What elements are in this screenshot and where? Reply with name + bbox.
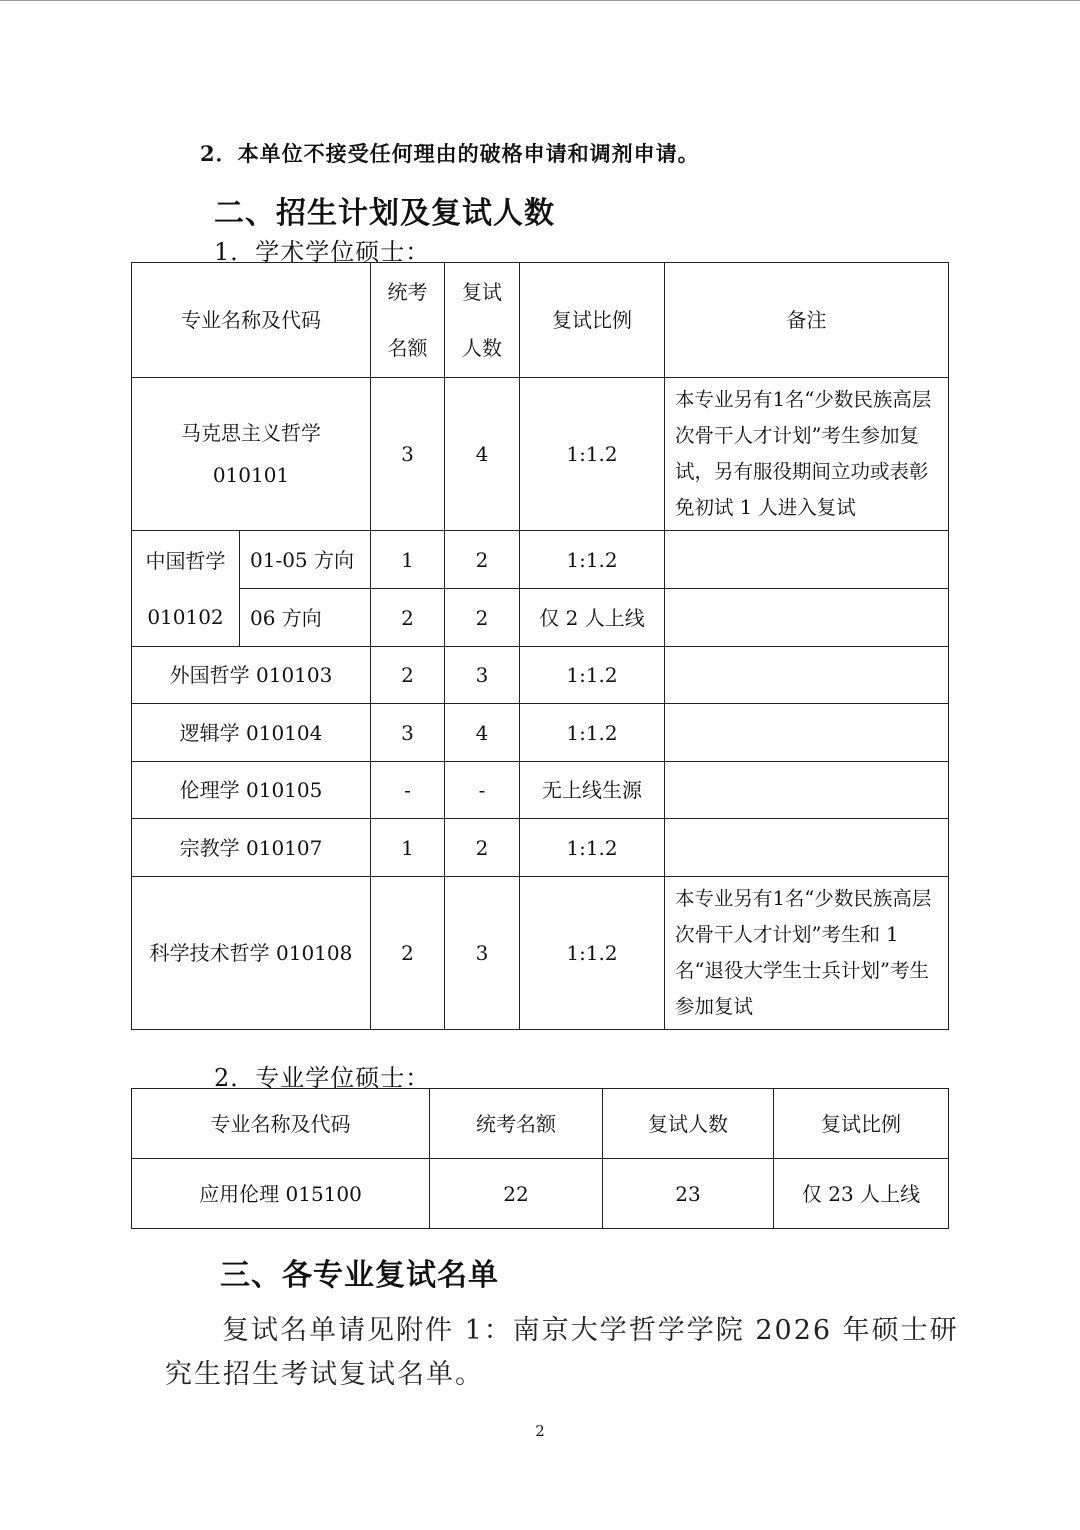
row-ratio: 1:1.2 bbox=[520, 704, 665, 762]
header-row bbox=[132, 263, 949, 378]
row-note bbox=[665, 762, 949, 819]
row-quota: 3 bbox=[371, 704, 445, 762]
marxism-note: 本专业另有1名“少数民族高层次骨干人才计划”考生参加复试，另有服役期间立功或表彰免初试 1 人进入复试 bbox=[665, 378, 949, 531]
pro-header-quota: 统考名额 bbox=[430, 1089, 603, 1159]
chinese-dir1-ratio: 1:1.2 bbox=[520, 531, 665, 589]
header-remarks: 备注 bbox=[665, 263, 949, 378]
scitech-quota: 2 bbox=[371, 877, 445, 1030]
row-quota: 1 bbox=[371, 819, 445, 877]
pro-name: 应用伦理 015100 bbox=[132, 1159, 430, 1229]
row-note bbox=[665, 704, 949, 762]
pro-header-retest: 复试人数 bbox=[603, 1089, 774, 1159]
row-retest: 4 bbox=[445, 704, 520, 762]
header-name: 专业名称及代码 bbox=[132, 263, 371, 378]
row-quota: - bbox=[371, 762, 445, 819]
scitech-name: 科学技术哲学 010108 bbox=[132, 877, 371, 1030]
row-ratio: 1:1.2 bbox=[520, 647, 665, 704]
marxism-ratio: 1:1.2 bbox=[520, 378, 665, 531]
table-row bbox=[132, 704, 949, 762]
chinese-dir1-retest: 2 bbox=[445, 531, 520, 589]
row-retest: 2 bbox=[445, 819, 520, 877]
row-retest: 3 bbox=[445, 647, 520, 704]
chinese-name: 中国哲学 010102 bbox=[132, 531, 240, 647]
pro-quota: 22 bbox=[430, 1159, 603, 1229]
row-retest: - bbox=[445, 762, 520, 819]
marxism-retest: 4 bbox=[445, 378, 520, 531]
header-retest: 复试 人数 bbox=[445, 263, 520, 378]
section-3-text-line1: 复试名单请见附件 1：南京大学哲学学院 2026 年硕士研 bbox=[222, 1315, 959, 1346]
pro-retest: 23 bbox=[603, 1159, 774, 1229]
scitech-retest: 3 bbox=[445, 877, 520, 1030]
chinese-dir2-note bbox=[665, 589, 949, 647]
row-note bbox=[665, 647, 949, 704]
chinese-dir2: 06 方向 bbox=[240, 589, 371, 647]
section-3-heading: 三、各专业复试名单 bbox=[220, 1258, 499, 1293]
scitech-ratio: 1:1.2 bbox=[520, 877, 665, 1030]
table-row bbox=[132, 819, 949, 877]
table-row bbox=[132, 589, 949, 647]
pro-header-ratio: 复试比例 bbox=[774, 1089, 949, 1159]
chinese-dir1-quota: 1 bbox=[371, 531, 445, 589]
table-row bbox=[132, 1159, 949, 1229]
row-ratio: 无上线生源 bbox=[520, 762, 665, 819]
row-name: 逻辑学 010104 bbox=[132, 704, 371, 762]
row-name: 伦理学 010105 bbox=[132, 762, 371, 819]
chinese-dir1-note bbox=[665, 531, 949, 589]
academic-degree-table bbox=[131, 262, 949, 1030]
top-border bbox=[0, 0, 1080, 1]
table-row bbox=[132, 378, 949, 531]
header-quota: 统考 名额 bbox=[371, 263, 445, 378]
row-name: 宗教学 010107 bbox=[132, 819, 371, 877]
chinese-dir2-ratio: 仅 2 人上线 bbox=[520, 589, 665, 647]
scitech-note: 本专业另有1名“少数民族高层次骨干人才计划”考生和 1 名“退役大学生士兵计划”考生参加复试 bbox=[665, 877, 949, 1030]
pro-ratio: 仅 23 人上线 bbox=[774, 1159, 949, 1229]
table-row bbox=[132, 647, 949, 704]
table-row bbox=[132, 762, 949, 819]
academic-subheading: 1．学术学位硕士： bbox=[214, 238, 431, 266]
table-row bbox=[132, 531, 949, 589]
row-quota: 2 bbox=[371, 647, 445, 704]
header-row bbox=[132, 1089, 949, 1159]
header-ratio: 复试比例 bbox=[520, 263, 665, 378]
row-ratio: 1:1.2 bbox=[520, 819, 665, 877]
marxism-name: 马克思主义哲学 010101 bbox=[132, 378, 371, 531]
section-3-text-line2: 究生招生考试复试名单。 bbox=[165, 1359, 484, 1390]
marxism-quota: 3 bbox=[371, 378, 445, 531]
pro-header-name: 专业名称及代码 bbox=[132, 1089, 430, 1159]
professional-degree-table bbox=[131, 1088, 949, 1229]
row-note bbox=[665, 819, 949, 877]
note-item-2: 2．本单位不接受任何理由的破格申请和调剂申请。 bbox=[200, 141, 700, 166]
page-number: 2 bbox=[535, 1422, 545, 1440]
row-name: 外国哲学 010103 bbox=[132, 647, 371, 704]
professional-subheading: 2．专业学位硕士： bbox=[214, 1064, 431, 1092]
chinese-dir1: 01-05 方向 bbox=[240, 531, 371, 589]
section-2-heading: 二、招生计划及复试人数 bbox=[214, 196, 555, 231]
table-row bbox=[132, 877, 949, 1030]
chinese-dir2-quota: 2 bbox=[371, 589, 445, 647]
chinese-dir2-retest: 2 bbox=[445, 589, 520, 647]
